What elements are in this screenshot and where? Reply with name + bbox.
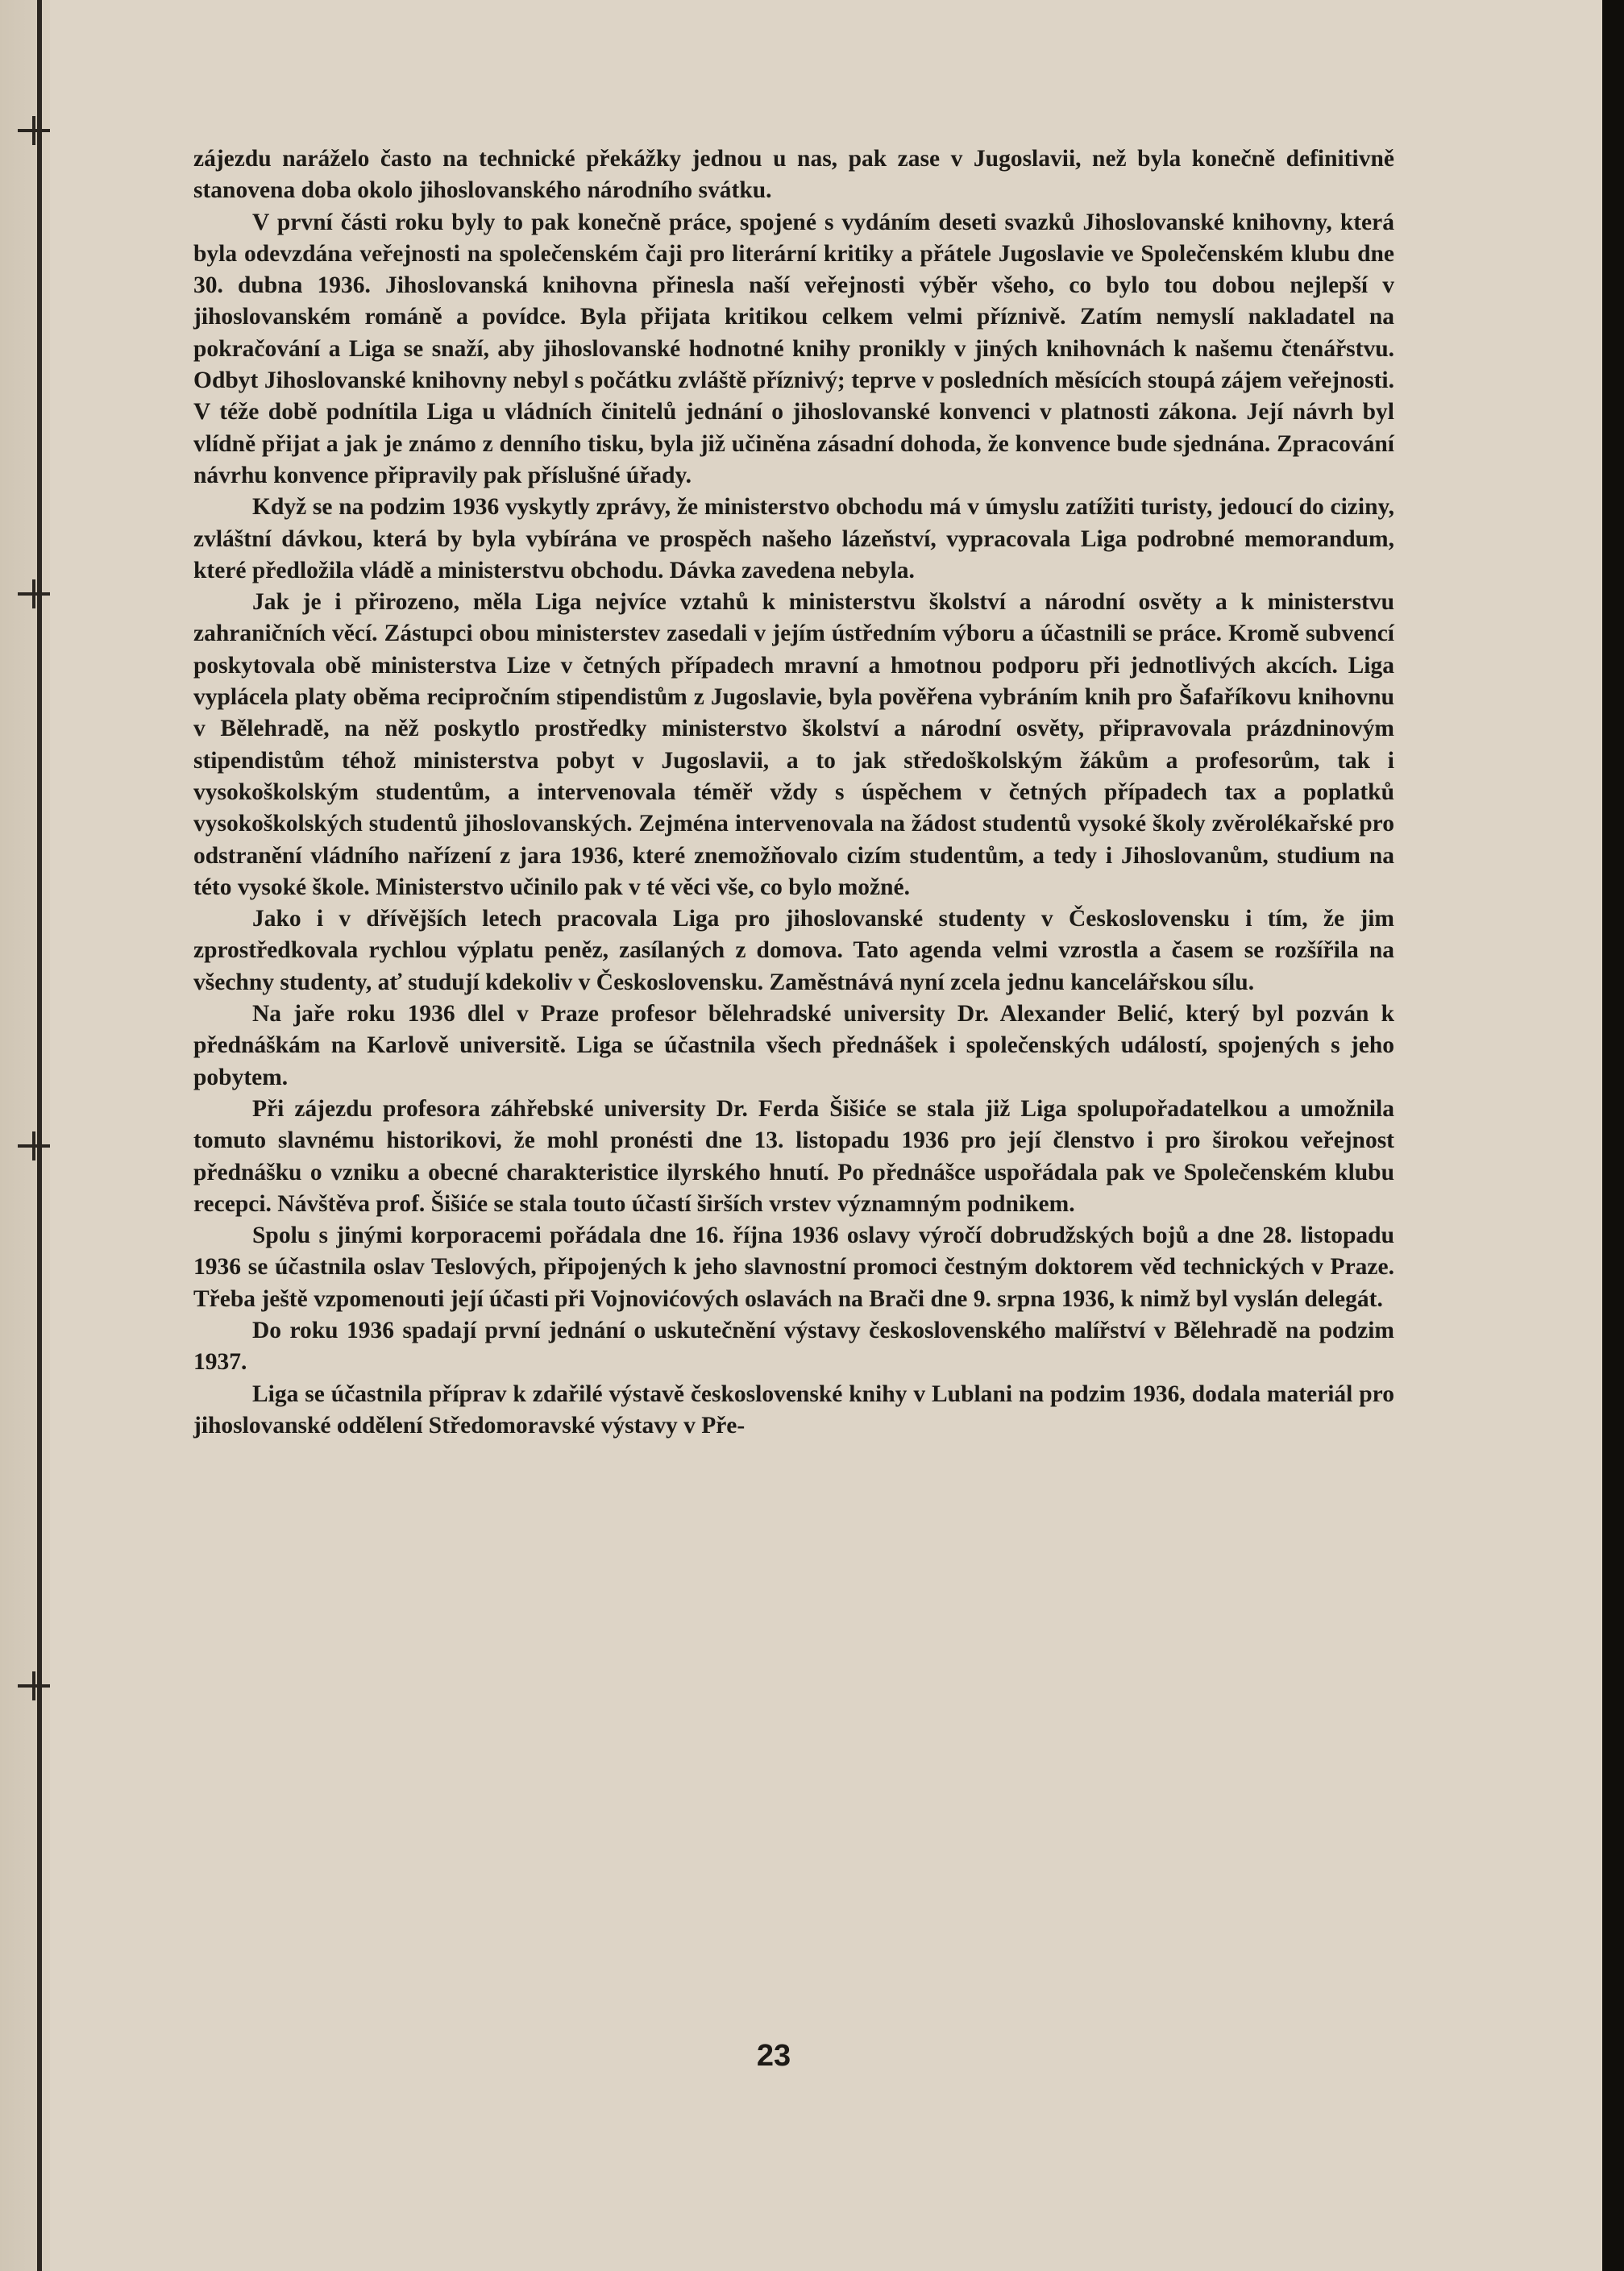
paragraph: zájezdu naráželo často na technické překážky jednou u nas, pak zase v Jugoslavii, než byla konečně definitivně stanovena doba okolo jihoslovanského národního svátku. — [193, 146, 1394, 204]
paragraph: Do roku 1936 spadají první jednání o uskutečnění výstavy československého malířství v Bělehradě na podzim 1937. — [193, 1317, 1394, 1376]
paragraph: Liga se účastnila příprav k zdařilé výstavě československé knihy v Lublani na podzim 1936, dodala materiál pro jihoslovanské oddělení Středomoravské výstavy v Pře- — [193, 1380, 1394, 1439]
binding-line — [37, 0, 42, 2271]
binding-stitch — [18, 592, 50, 596]
binding-stitch — [18, 1684, 50, 1688]
paragraph: Když se na podzim 1936 vyskytly zprávy, že ministerstvo obchodu má v úmyslu zatížiti turisty, jedoucí do ciziny, zvláštní dávkou, která by byla vybírána ve prospěch našeho lázeňství, vypracovala Liga podrobné memorandum, které předložila vládě a ministerstvu obchodu. Dávka zavedena nebyla. — [193, 494, 1394, 583]
paragraph: Na jaře roku 1936 dlel v Praze profesor bělehradské university Dr. Alexander Belić, který byl pozván k přednáškám na Karlově universitě. Liga se účastnila všech přednášek i společenských událostí, spojených s jeho pobytem. — [193, 1001, 1394, 1090]
paragraph: Spolu s jinými korporacemi pořádala dne 16. října 1936 oslavy výročí dobrudžských bojů a dne 28. listopadu 1936 se účastnila oslav Teslových, připojených k jeho slavnostní promoci čestným doktorem věd technických v Praze. Třeba ještě vzpomenouti její účasti při Vojnovićových oslavách na Brači dne 9. srpna 1936, k nimž byl vyslán delegát. — [193, 1223, 1394, 1312]
scan-edge — [1602, 0, 1624, 2271]
paragraph: Jak je i přirozeno, měla Liga nejvíce vztahů k ministerstvu školství a národní osvěty a k ministerstvu zahraničních věcí. Zástupci obou ministerstev zasedali v jejím ústředním výboru a účastnili se práce. Kromě subvencí poskytovala obě ministerstva Lize v četných případech mravní a hmotnou podporu při jednotlivých akcích. Liga vyplácela platy oběma recipročním stipendistům z Jugoslavie, byla pověřena vybráním knih pro Šafaříkovu knihovnu v Bělehradě, na něž poskytlo prostředky ministerstvo školství a národní osvěty, připravovala prázdninovým stipendistům téhož ministerstva pobyt v Jugoslavii, a to jak středoškolským žákům a profesorům, tak i vysokoškolským studentům, a intervenovala téměř vždy s úspěchem v četných případech tax a poplatků vysokoškolských studentů jihoslovanských. Zejména intervenovala na žádost studentů vysoké školy zvěrolékařské pro odstranění vládního nařízení z jara 1936, které znemožňovalo cizím studentům, a tedy i Jihoslovanům, studium na této vysoké škole. Ministerstvo učinilo pak v té věci vše, co bylo možné. — [193, 589, 1394, 900]
paragraph: Při zájezdu profesora záhřebské university Dr. Ferda Šišiće se stala již Liga spolupořadatelkou a umožnila tomuto slavnému historikovi, že mohl pronésti dne 13. listopadu 1936 pro její členstvo i pro širokou veřejnost přednášku o vzniku a obecné charakteristice ilyrského hnutí. Po přednášce uspořádala pak ve Společenském klubu recepci. Návštěva prof. Šišiće se stala touto účastí širších vrstev významným podnikem. — [193, 1095, 1394, 1217]
paragraph: Jako i v dřívějších letech pracovala Liga pro jihoslovanské studenty v Československu i tím, že jim zprostředkovala rychlou výplatu peněz, zasílaných z domova. Tato agenda velmi vzrostla a časem se rozšířila na všechny studenty, ať studují kdekoliv v Československu. Zaměstnává nyní zcela jednu kancelářskou sílu. — [193, 906, 1394, 995]
binding-stitch — [18, 1144, 50, 1148]
book-spine — [0, 0, 50, 2271]
paragraph: V první části roku byly to pak konečně práce, spojené s vydáním deseti svazků Jihoslovanské knihovny, která byla odevzdána veřejnosti na společenském čaji pro literární kritiky a přátele Jugoslavie ve Společenském klubu dne 30. dubna 1936. Jihoslovanská knihovna přinesla naší veřejnosti výběr všeho, co bylo tou dobou nejlepší v jihoslovanském románě a povídce. Byla přijata kritikou celkem velmi příznivě. Zatím nemyslí nakladatel na pokračování a Liga se snaží, aby jihoslovanské hodnotné knihy pronikly v jiných knihovnách k našemu čtenářstvu. Odbyt Jihoslovanské knihovny nebyl s počátku zvláště příznivý; teprve v posledních měsících stoupá zájem veřejnosti. V téže době podnítila Liga u vládních činitelů jednání o jihoslovanské konvenci v platnosti zákona. Její návrh byl vlídně přijat a jak je známo z denního tisku, byla již učiněna zásadní dohoda, že konvence bude sjednána. Zpracování návrhu konvence připravily pak příslušné úřady. — [193, 209, 1394, 488]
body-text — [193, 143, 1394, 1442]
binding-stitch — [18, 129, 50, 132]
page-number: 23 — [756, 2039, 791, 2073]
